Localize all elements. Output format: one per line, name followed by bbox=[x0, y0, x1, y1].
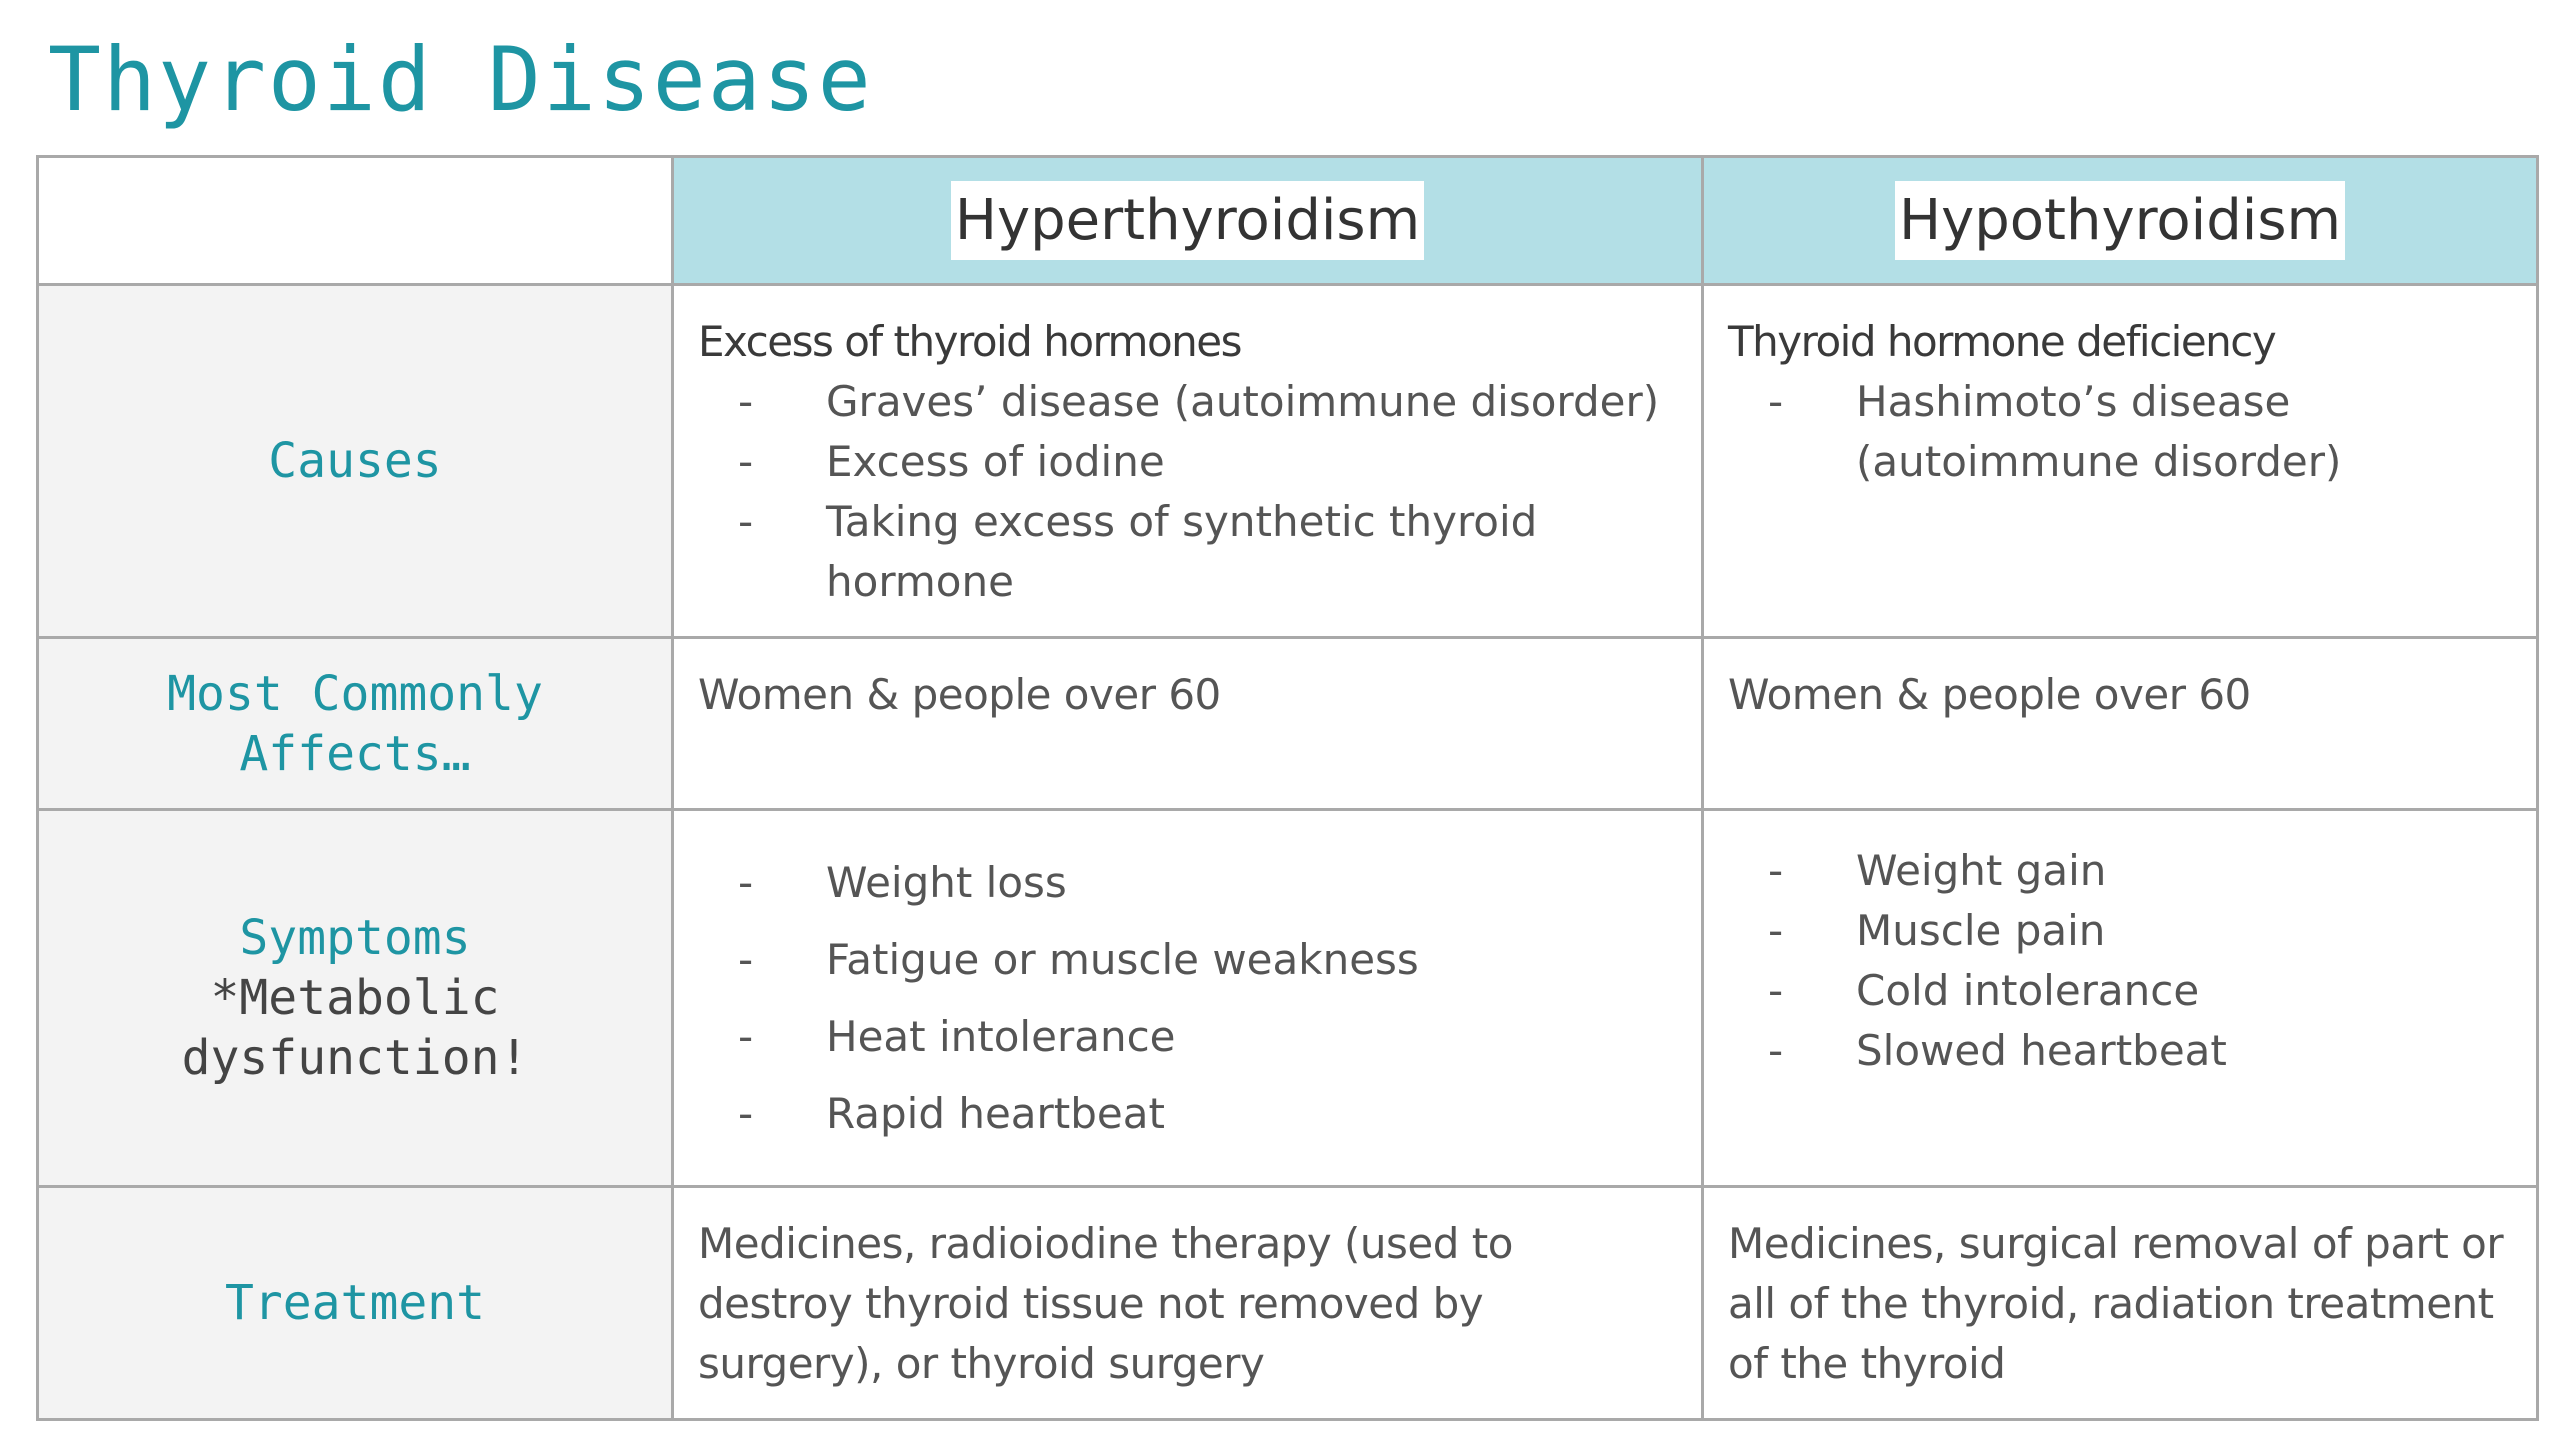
cell-symptoms-hypo bbox=[1703, 810, 2538, 1187]
list-item-text: Fatigue or muscle weakness bbox=[826, 935, 1419, 984]
row-label-text: Most Commonly Affects… bbox=[167, 665, 543, 782]
list-item bbox=[1728, 901, 2512, 961]
bullet-dash: - bbox=[738, 437, 754, 486]
row-label-text: Treatment bbox=[224, 1275, 486, 1331]
cell-lead-text: Thyroid hormone deficiency bbox=[1728, 317, 2276, 366]
row-label-causes bbox=[38, 285, 673, 638]
list-item-text: Excess of iodine bbox=[826, 437, 1165, 486]
table-row-affects bbox=[38, 638, 2538, 810]
cell-treatment-hypo bbox=[1703, 1187, 2538, 1420]
list-item-text: Weight gain bbox=[1856, 846, 2107, 895]
bullet-list bbox=[698, 853, 1677, 1144]
list-item-text: Weight loss bbox=[826, 858, 1067, 907]
list-item bbox=[698, 432, 1677, 492]
list-item-text: Cold intolerance bbox=[1856, 966, 2200, 1015]
table-row-symptoms bbox=[38, 810, 2538, 1187]
row-label-symptoms bbox=[38, 810, 673, 1187]
list-item bbox=[1728, 372, 2512, 492]
list-item bbox=[698, 853, 1677, 913]
comparison-table bbox=[36, 155, 2539, 1421]
bullet-dash: - bbox=[738, 497, 754, 546]
list-item-text: Rapid heartbeat bbox=[826, 1089, 1165, 1138]
list-item-text: Hashimoto’s disease (autoimmune disorder) bbox=[1856, 377, 2342, 486]
row-label-affects bbox=[38, 638, 673, 810]
cell-affects-hypo bbox=[1703, 638, 2538, 810]
cell-text: Medicines, surgical removal of part or all of the thyroid, radiation treatment of the thyroid bbox=[1728, 1219, 2504, 1388]
bullet-list bbox=[1728, 841, 2512, 1081]
cell-causes-hyper bbox=[673, 285, 1703, 638]
list-item bbox=[698, 930, 1677, 990]
cell-text: Women & people over 60 bbox=[1728, 670, 2251, 719]
bullet-dash: - bbox=[738, 377, 754, 426]
bullet-dash: - bbox=[738, 858, 754, 907]
header-corner-cell bbox=[38, 157, 673, 285]
table-row-causes bbox=[38, 285, 2538, 638]
bullet-dash: - bbox=[738, 1012, 754, 1061]
list-item bbox=[698, 1007, 1677, 1067]
list-item-text: Slowed heartbeat bbox=[1856, 1026, 2227, 1075]
bullet-dash: - bbox=[1768, 846, 1784, 895]
list-item bbox=[1728, 1021, 2512, 1081]
list-item-text: Graves’ disease (autoimmune disorder) bbox=[826, 377, 1660, 426]
bullet-dash: - bbox=[1768, 1026, 1784, 1075]
row-label-treatment bbox=[38, 1187, 673, 1420]
list-item bbox=[1728, 961, 2512, 1021]
table-header-row bbox=[38, 157, 2538, 285]
cell-treatment-hyper bbox=[673, 1187, 1703, 1420]
cell-causes-hypo bbox=[1703, 285, 2538, 638]
list-item-text: Taking excess of synthetic thyroid hormone bbox=[826, 497, 1538, 606]
list-item-text: Muscle pain bbox=[1856, 906, 2106, 955]
cell-affects-hyper bbox=[673, 638, 1703, 810]
list-item bbox=[698, 1084, 1677, 1144]
bullet-dash: - bbox=[1768, 906, 1784, 955]
bullet-dash: - bbox=[738, 1089, 754, 1138]
bullet-list bbox=[1728, 372, 2512, 492]
bullet-list bbox=[698, 372, 1677, 612]
cell-symptoms-hyper bbox=[673, 810, 1703, 1187]
table-row-treatment bbox=[38, 1187, 2538, 1420]
column-header-label: Hyperthyroidism bbox=[951, 181, 1424, 260]
bullet-dash: - bbox=[1768, 966, 1784, 1015]
column-header-hypothyroidism bbox=[1703, 157, 2538, 285]
list-item bbox=[698, 492, 1677, 612]
column-header-hyperthyroidism bbox=[673, 157, 1703, 285]
row-label-text: Causes bbox=[268, 433, 442, 489]
list-item-text: Heat intolerance bbox=[826, 1012, 1176, 1061]
row-label-text: Symptoms bbox=[239, 910, 471, 966]
cell-lead-text: Excess of thyroid hormones bbox=[698, 317, 1241, 366]
page-title: Thyroid Disease bbox=[48, 28, 873, 131]
cell-text: Medicines, radioiodine therapy (used to destroy thyroid tissue not removed by surgery), or thyroid surgery bbox=[698, 1219, 1513, 1388]
bullet-dash: - bbox=[738, 935, 754, 984]
column-header-label: Hypothyroidism bbox=[1895, 181, 2345, 260]
row-label-note: *Metabolic dysfunction! bbox=[181, 970, 529, 1086]
list-item bbox=[1728, 841, 2512, 901]
bullet-dash: - bbox=[1768, 377, 1784, 426]
cell-text: Women & people over 60 bbox=[698, 670, 1221, 719]
list-item bbox=[698, 372, 1677, 432]
